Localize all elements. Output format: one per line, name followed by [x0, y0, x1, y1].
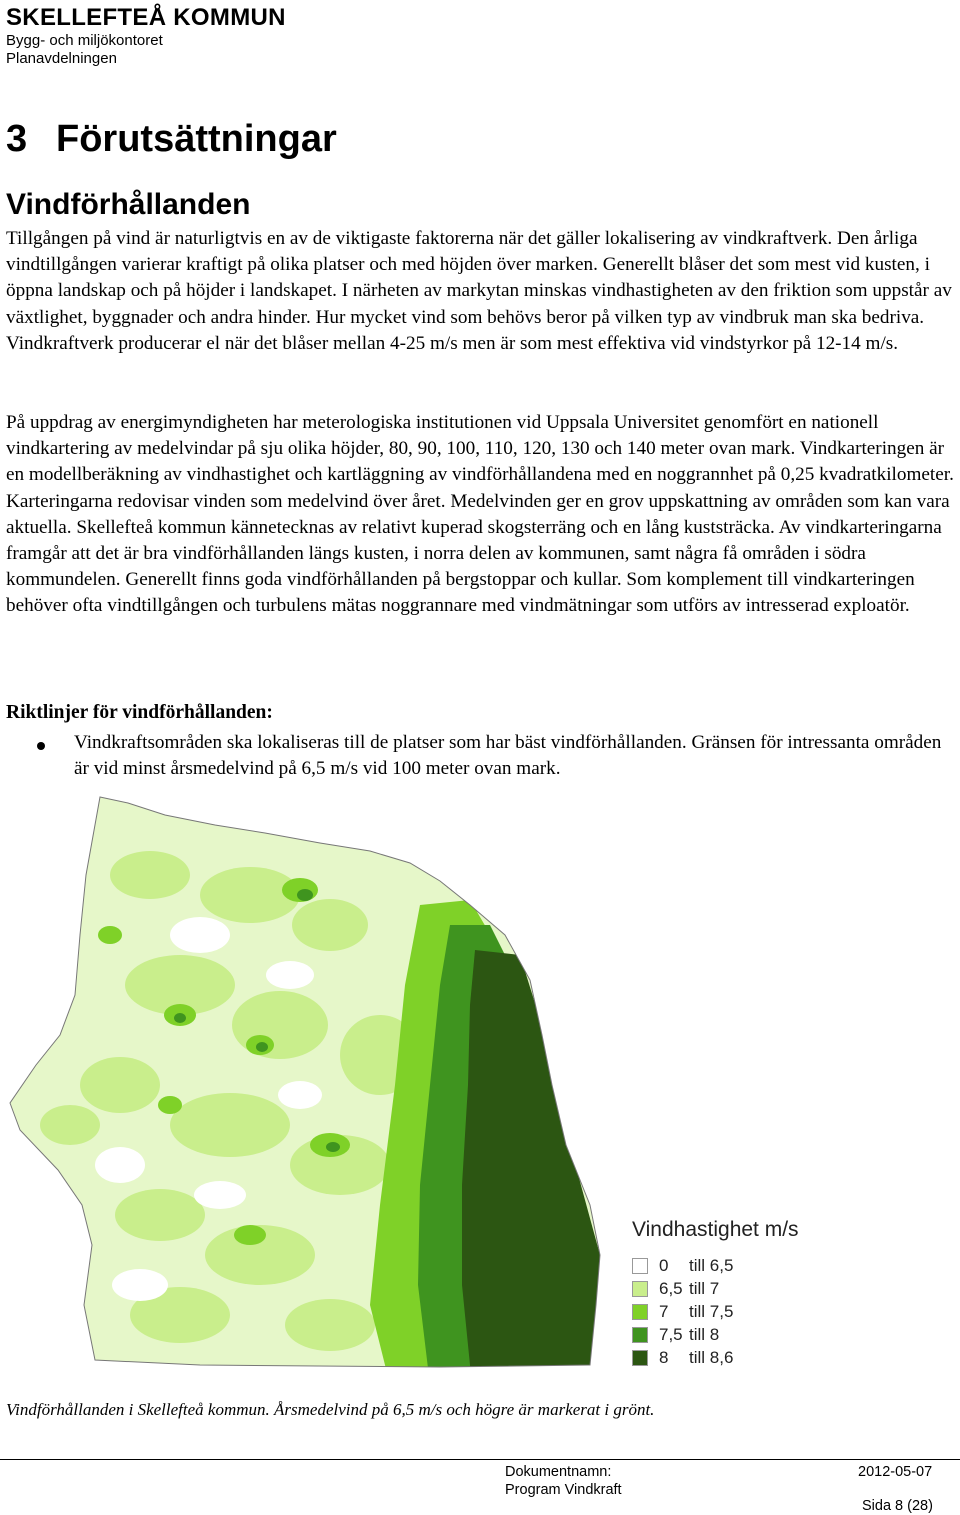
section-title: Förutsättningar — [56, 118, 337, 160]
map-caption: Vindförhållanden i Skellefteå kommun. Årsmedelvind på 6,5 m/s och högre är markerat i grönt. — [6, 1400, 655, 1419]
legend-row: 6,5 till 7 — [632, 1277, 799, 1300]
legend-swatch — [632, 1281, 648, 1297]
legend-row: 7,5 till 8 — [632, 1323, 799, 1346]
legend-swatch — [632, 1304, 648, 1320]
page-number: Sida 8 (28) — [862, 1498, 933, 1514]
legend-row: 8 till 8,6 — [632, 1346, 799, 1369]
guideline-item — [6, 730, 946, 782]
paragraph-1: Tillgången på vind är naturligtvis en av de viktigaste faktorerna när det gäller lokalisering av vindkraftverk. Den årliga vindtillgången varierar kraftigt på olika platser och med höjden över marken. Generellt blåser det som mest vid kusten, i öppna landskap och på höjder i landskapet. I närheten av markytan minskas vindhastigheten av den friktion som uppstår av växtlighet, byggnader och andra hinder. Hur mycket vind som behövs beror på vilken typ av vindbruk man ska bedriva. Vindkraftverk producerar el när det blåser mellan 4-25 m/s men är som mest effektiva vid vindstyrkor på 12-14 m/s. — [6, 228, 952, 354]
legend-row: 0 till 6,5 — [632, 1254, 799, 1277]
office-name: Bygg- och miljökontoret — [6, 32, 163, 49]
legend-swatch — [632, 1258, 648, 1274]
map-legend — [632, 1218, 799, 1369]
department-name: Planavdelningen — [6, 50, 117, 67]
guideline-text: Vindkraftsområden ska lokaliseras till de platser som har bäst vindförhållanden. Gränsen för intressanta områden är vid minst årsmedelvind på 6,5 m/s vid 100 meter ovan mark. — [74, 732, 942, 780]
guidelines-heading: Riktlinjer för vindförhållanden: — [6, 702, 273, 723]
legend-swatch — [632, 1327, 648, 1343]
wind-map — [0, 785, 960, 1385]
legend-title: Vindhastighet m/s — [632, 1218, 799, 1241]
bullet-icon — [37, 742, 45, 750]
document-name: Program Vindkraft — [505, 1482, 622, 1498]
document-date: 2012-05-07 — [858, 1464, 933, 1480]
section-heading — [6, 118, 337, 161]
document-label: Dokumentnamn: — [505, 1464, 612, 1480]
section-number: 3 — [6, 118, 28, 160]
organization-name: SKELLEFTEÅ KOMMUN — [6, 4, 286, 31]
subsection-title: Vindförhållanden — [6, 188, 251, 221]
paragraph-2: På uppdrag av energimyndigheten har meterologiska institutionen vid Uppsala Universitet genomfört en nationell vindkartering av medelvindar på sju olika höjder, 80, 90, 100, 110, 120, 130 och 140 meter ovan mark. Vindkarteringen är en modellberäkning av vindhastighet och kartläggning av vindförhållandena med en noggrannhet på 0,25 kvadratkilometer. Karteringarna redovisar vinden som medelvind över året. Medelvinden ger en grov uppskattning av områden som kan vara aktuella. Skellefteå kommun kännetecknas av relativt kuperad skogsterräng och en lång kuststräcka. Av vindkarteringarna framgår att det är bra vindförhållanden längs kusten, i norra delen av kommunen, samt några få områden i södra kommundelen. Generellt finns goda vindförhållanden på bergstoppar och kullar. Som komplement till vindkarteringen behöver ofta vindtillgången och turbulens mätas noggrannare med vindmätningar som utförs av intresserad exploatör. — [6, 412, 954, 617]
footer-divider — [0, 1459, 960, 1460]
legend-row: 7 till 7,5 — [632, 1300, 799, 1323]
legend-swatch — [632, 1350, 648, 1366]
